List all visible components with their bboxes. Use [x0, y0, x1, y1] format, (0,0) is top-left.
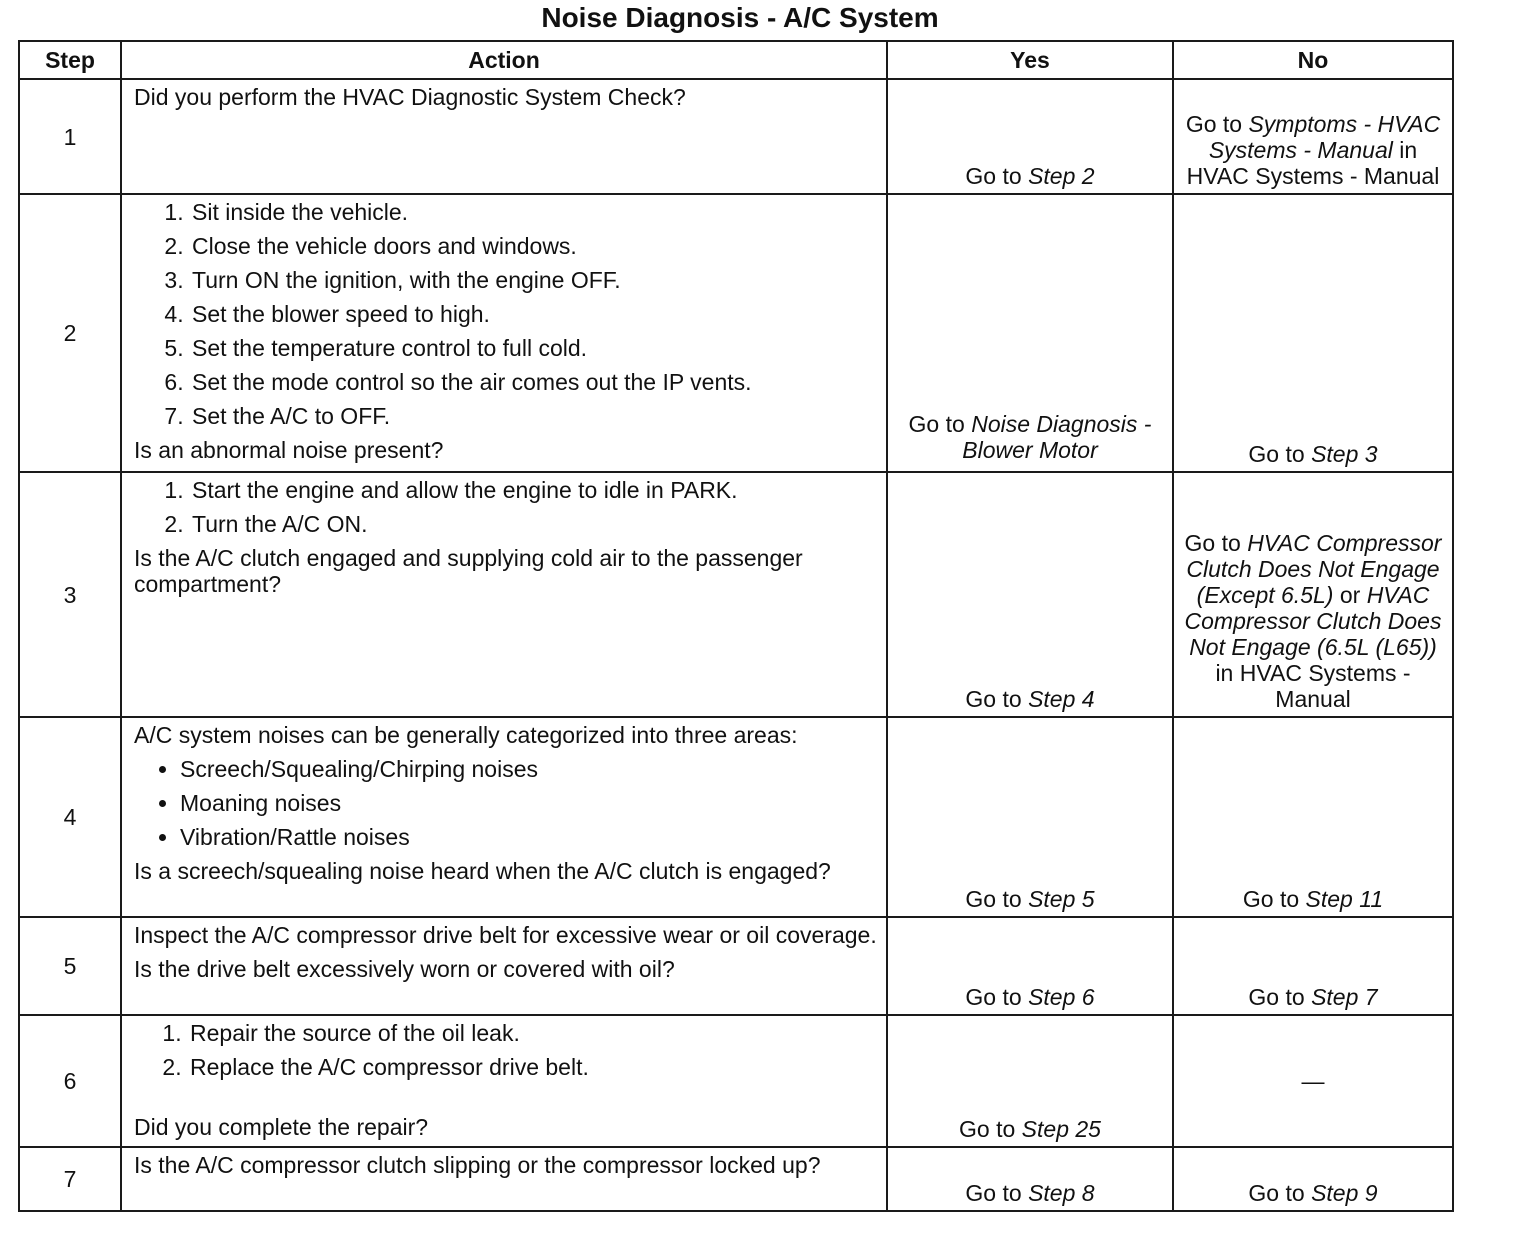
no-connector: or	[1333, 582, 1367, 608]
no-link[interactable]: Step 9	[1311, 1180, 1378, 1206]
yes-prefix: Go to	[965, 686, 1029, 712]
question-text: Is the A/C clutch engaged and supplying cold air to the passenger compartment?	[134, 545, 803, 597]
header-no: No	[1173, 41, 1453, 79]
yes-prefix: Go to	[908, 411, 972, 437]
yes-cell	[887, 79, 1173, 194]
question-text: Did you complete the repair?	[134, 1114, 429, 1140]
list-item: • Moaning noises	[180, 790, 878, 816]
list-item: 1. Start the engine and allow the engine to idle in PARK.	[190, 477, 878, 503]
header-step: Step	[19, 41, 121, 79]
no-link[interactable]: Step 3	[1311, 441, 1378, 467]
list-item: • Vibration/Rattle noises	[180, 824, 878, 850]
list-item: 2. Replace the A/C compressor drive belt.	[188, 1054, 878, 1080]
diagnosis-table	[18, 40, 1454, 1212]
no-prefix: Go to	[1248, 984, 1312, 1010]
table-header-row	[19, 41, 1453, 79]
no-link[interactable]: HVAC Compressor Clutch Does Not Engage (6.5L (L65))	[1184, 582, 1442, 660]
no-prefix: Go to	[1184, 530, 1248, 556]
step-number: 3	[19, 472, 121, 717]
yes-cell	[887, 1147, 1173, 1211]
table-row	[19, 1015, 1453, 1147]
question-text: Is the drive belt excessively worn or covered with oil?	[134, 956, 675, 982]
intro-text: Inspect the A/C compressor drive belt for excessive wear or oil coverage.	[134, 922, 877, 948]
table-row	[19, 717, 1453, 917]
no-cell	[1173, 1015, 1453, 1147]
list-item: 2. Turn the A/C ON.	[190, 511, 878, 537]
category-list	[134, 756, 878, 850]
list-item: 2. Close the vehicle doors and windows.	[190, 233, 878, 259]
no-cell	[1173, 79, 1453, 194]
procedure-list	[134, 477, 878, 537]
list-item: 3. Turn ON the ignition, with the engine OFF.	[190, 267, 878, 293]
list-item: 5. Set the temperature control to full cold.	[190, 335, 878, 361]
no-prefix: Go to	[1185, 111, 1249, 137]
step-number: 1	[19, 79, 121, 194]
step-number: 7	[19, 1147, 121, 1211]
action-cell	[121, 472, 887, 717]
no-suffix: in HVAC Systems - Manual	[1215, 660, 1411, 712]
table-row	[19, 1147, 1453, 1211]
procedure-list	[134, 1020, 878, 1080]
no-link[interactable]: Step 7	[1311, 984, 1378, 1010]
no-dash: —	[1301, 1068, 1325, 1094]
list-item: 4. Set the blower speed to high.	[190, 301, 878, 327]
list-item: 7. Set the A/C to OFF.	[190, 403, 878, 429]
no-prefix: Go to	[1242, 886, 1306, 912]
list-item: 6. Set the mode control so the air comes out the IP vents.	[190, 369, 878, 395]
action-cell	[121, 1147, 887, 1211]
question-text: Did you perform the HVAC Diagnostic System Check?	[134, 84, 686, 110]
yes-cell	[887, 717, 1173, 917]
action-cell	[121, 79, 887, 194]
yes-link[interactable]: Step 8	[1028, 1180, 1095, 1206]
table-row	[19, 472, 1453, 717]
table-row	[19, 79, 1453, 194]
yes-prefix: Go to	[965, 984, 1029, 1010]
table-row	[19, 917, 1453, 1015]
action-cell	[121, 917, 887, 1015]
question-text: Is the A/C compressor clutch slipping or the compressor locked up?	[134, 1152, 821, 1178]
no-link[interactable]: HVAC Compressor Clutch Does Not Engage (Except 6.5L)	[1186, 530, 1442, 608]
step-number: 5	[19, 917, 121, 1015]
yes-prefix: Go to	[965, 886, 1029, 912]
header-yes: Yes	[887, 41, 1173, 79]
action-cell	[121, 194, 887, 472]
yes-cell	[887, 1015, 1173, 1147]
no-suffix: in HVAC Systems - Manual	[1186, 137, 1440, 189]
yes-prefix: Go to	[959, 1116, 1022, 1142]
no-cell	[1173, 194, 1453, 472]
no-prefix: Go to	[1248, 1180, 1312, 1206]
list-item: 1. Repair the source of the oil leak.	[188, 1020, 878, 1046]
header-action: Action	[121, 41, 887, 79]
question-text: Is an abnormal noise present?	[134, 437, 444, 463]
step-number: 6	[19, 1015, 121, 1147]
yes-prefix: Go to	[965, 163, 1029, 189]
step-number: 4	[19, 717, 121, 917]
yes-cell	[887, 917, 1173, 1015]
yes-cell	[887, 472, 1173, 717]
yes-link[interactable]: Step 6	[1028, 984, 1095, 1010]
no-cell	[1173, 1147, 1453, 1211]
table-row	[19, 194, 1453, 472]
no-prefix: Go to	[1248, 441, 1312, 467]
yes-link[interactable]: Step 2	[1028, 163, 1095, 189]
yes-link[interactable]: Step 25	[1021, 1116, 1101, 1142]
intro-text: A/C system noises can be generally categorized into three areas:	[134, 722, 798, 748]
no-cell	[1173, 472, 1453, 717]
no-link[interactable]: Step 11	[1305, 886, 1384, 912]
yes-link[interactable]: Step 4	[1028, 686, 1095, 712]
yes-prefix: Go to	[965, 1180, 1029, 1206]
page-title: Noise Diagnosis - A/C System	[541, 2, 939, 33]
procedure-list	[134, 199, 878, 429]
yes-link[interactable]: Noise Diagnosis - Blower Motor	[962, 411, 1152, 463]
action-cell	[121, 1015, 887, 1147]
no-cell	[1173, 717, 1453, 917]
action-cell	[121, 717, 887, 917]
yes-cell	[887, 194, 1173, 472]
yes-link[interactable]: Step 5	[1028, 886, 1095, 912]
list-item: • Screech/Squealing/Chirping noises	[180, 756, 878, 782]
list-item: 1. Sit inside the vehicle.	[190, 199, 878, 225]
question-text: Is a screech/squealing noise heard when the A/C clutch is engaged?	[134, 858, 831, 884]
spacer	[134, 1088, 878, 1114]
step-number: 2	[19, 194, 121, 472]
no-link[interactable]: Symptoms - HVAC Systems - Manual	[1208, 111, 1441, 163]
no-cell	[1173, 917, 1453, 1015]
